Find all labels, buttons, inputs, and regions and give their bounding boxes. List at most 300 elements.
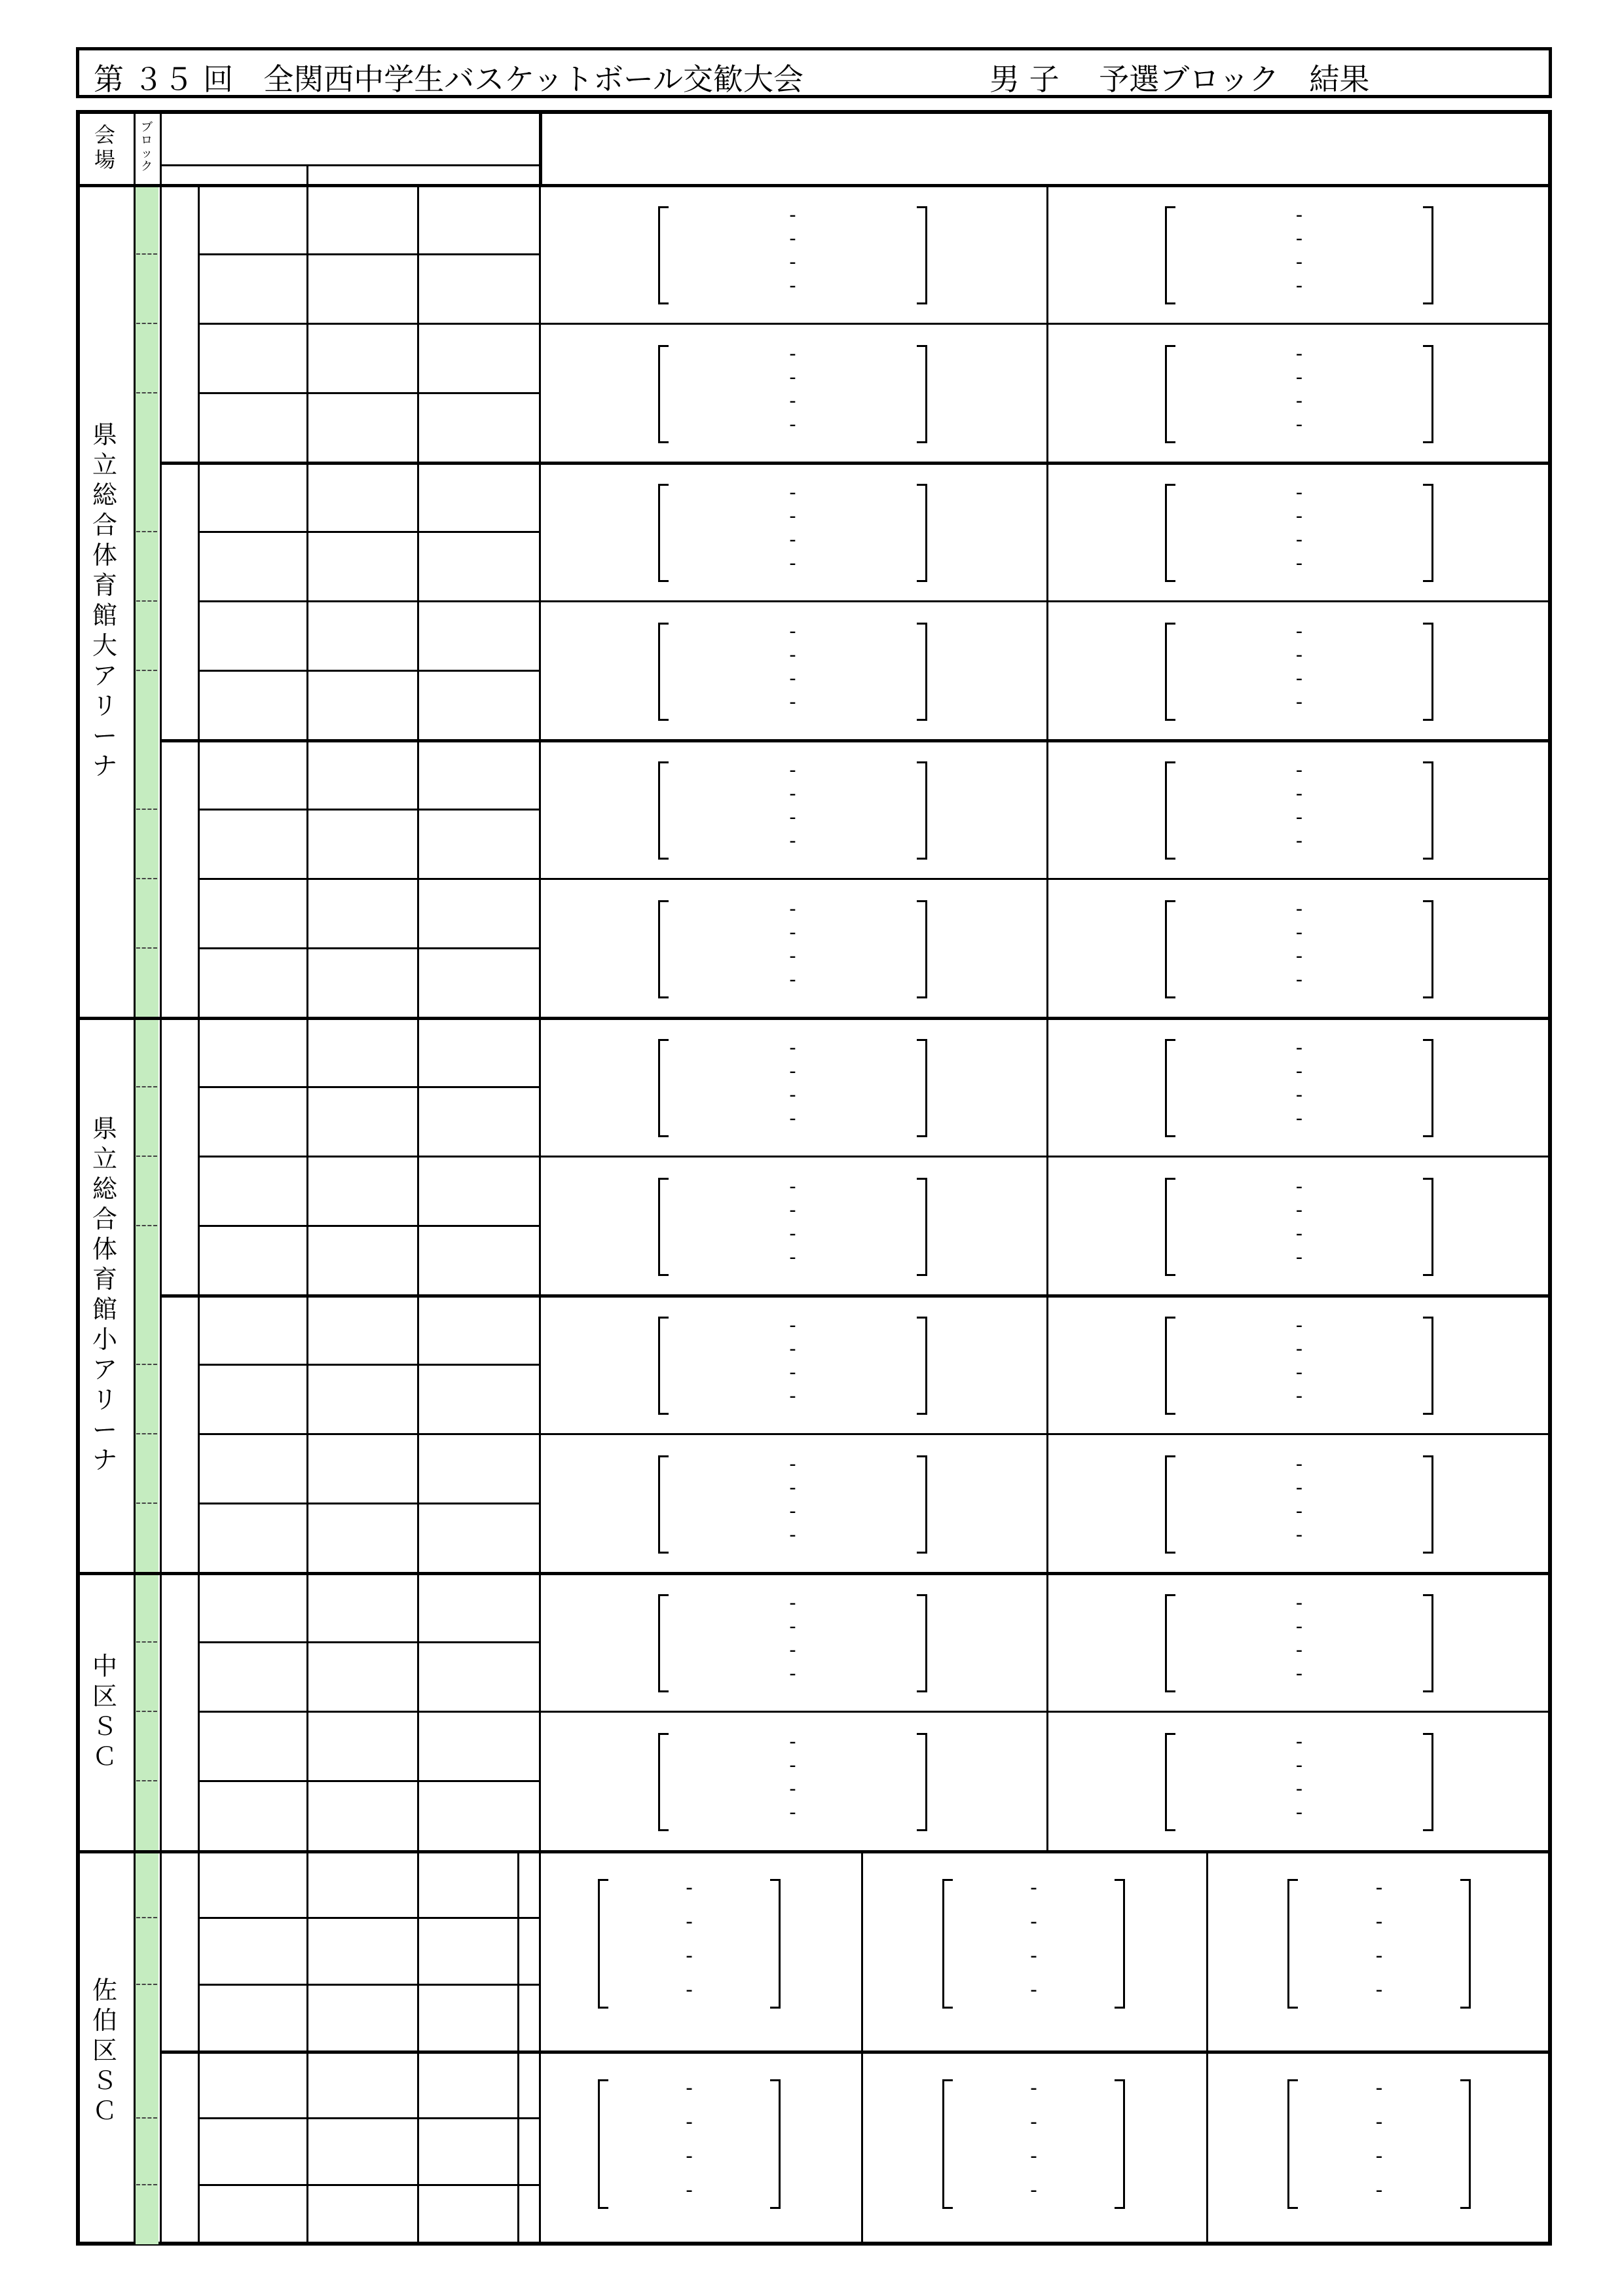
row-divider xyxy=(136,253,157,255)
team-rank xyxy=(430,184,483,253)
quarter-dash: - xyxy=(1295,1754,1303,1776)
block-header: ブ ロ ッ ク xyxy=(141,120,153,173)
quarter-dash: - xyxy=(1295,1592,1303,1614)
bracket-left xyxy=(1165,484,1175,582)
bracket-right xyxy=(770,1879,781,2009)
quarter-dash: - xyxy=(1295,667,1303,689)
quarter-dash: - xyxy=(1030,1910,1037,1933)
grid-line xyxy=(517,1850,519,2246)
row-divider xyxy=(136,392,157,393)
block-letter xyxy=(134,1850,160,2050)
quarter-dash: - xyxy=(789,691,796,713)
team-school xyxy=(198,1503,306,1572)
quarter-dash: - xyxy=(789,620,796,642)
team-rank-unit xyxy=(483,1294,532,1364)
quarter-dash: - xyxy=(789,1338,796,1360)
team-school xyxy=(198,1641,306,1711)
team-number xyxy=(160,1711,198,1780)
team-school xyxy=(198,1850,306,1917)
venue-name: 県 立 総 合 体 育 館 小 ア リ ー ナ xyxy=(92,1114,117,1474)
team-number xyxy=(160,670,198,739)
quarter-dash: - xyxy=(789,759,796,781)
row-divider xyxy=(136,809,157,810)
bracket-right xyxy=(1423,761,1433,860)
venue-name: 県 立 総 合 体 育 館 大 ア リ ー ナ xyxy=(92,420,117,780)
team-school xyxy=(198,2050,306,2117)
team-rank-unit xyxy=(483,531,532,600)
bracket-left xyxy=(1287,2079,1298,2209)
quarter-dash: - xyxy=(1295,274,1303,297)
bracket-right xyxy=(1423,484,1433,582)
quarter-dash: - xyxy=(1295,1175,1303,1197)
bracket-right xyxy=(1423,1455,1433,1554)
bracket-right xyxy=(1423,1039,1433,1137)
team-rank xyxy=(430,1294,483,1364)
quarter-dash: - xyxy=(1295,945,1303,967)
team-school xyxy=(198,1780,306,1850)
bracket-left xyxy=(658,206,669,304)
bracket-left xyxy=(1165,900,1175,998)
team-school xyxy=(198,1156,306,1225)
quarter-dash: - xyxy=(789,968,796,991)
grid-line xyxy=(539,1156,1552,1157)
quarter-dash: - xyxy=(789,1777,796,1800)
team-number xyxy=(160,323,198,392)
team-rank xyxy=(430,1780,483,1850)
team-rank xyxy=(430,670,483,739)
quarter-dash: - xyxy=(1295,366,1303,388)
result-title: 男 子 予選ブロック 結果 xyxy=(989,62,1370,97)
team-rank xyxy=(430,1156,483,1225)
team-number xyxy=(160,2050,198,2117)
team-rank-unit xyxy=(483,1017,532,1086)
quarter-dash: - xyxy=(789,528,796,551)
bracket-right xyxy=(917,1733,927,1831)
quarter-dash: - xyxy=(1295,1453,1303,1475)
team-rank-unit xyxy=(483,2184,532,2251)
team-rank xyxy=(430,739,483,809)
quarter-dash: - xyxy=(1295,342,1303,365)
team-pref xyxy=(306,1917,417,1984)
quarter-dash: - xyxy=(1295,644,1303,666)
team-rank xyxy=(430,947,483,1017)
row-divider xyxy=(136,1225,157,1226)
quarter-dash: - xyxy=(1030,2179,1037,2202)
results-header-char xyxy=(650,113,742,181)
quarter-dash: - xyxy=(789,806,796,828)
bracket-right xyxy=(917,761,927,860)
team-pref xyxy=(306,1364,417,1433)
quarter-dash: - xyxy=(1375,2077,1383,2100)
venue-name: 中 区 Ｓ Ｃ xyxy=(92,1651,117,1771)
bracket-left xyxy=(658,484,669,582)
quarter-dash: - xyxy=(1295,528,1303,551)
bracket-right xyxy=(1423,900,1433,998)
team-number xyxy=(160,1086,198,1156)
results-header-char xyxy=(913,113,1005,181)
bracket-left xyxy=(1287,1879,1298,2009)
team-school xyxy=(198,392,306,462)
team-school xyxy=(198,1917,306,1984)
team-school xyxy=(198,1364,306,1433)
team-school xyxy=(198,1433,306,1503)
team-rank-unit xyxy=(483,600,532,670)
quarter-dash: - xyxy=(789,921,796,943)
team-rank-unit xyxy=(483,392,532,462)
quarter-dash: - xyxy=(789,1453,796,1475)
quarter-dash: - xyxy=(1295,759,1303,781)
team-pref xyxy=(306,1225,417,1294)
team-pref xyxy=(306,2117,417,2184)
results-header-char xyxy=(1177,113,1269,181)
quarter-dash: - xyxy=(1295,1222,1303,1245)
grid-line xyxy=(861,1850,863,2246)
quarter-dash: - xyxy=(1295,1777,1303,1800)
team-pref xyxy=(306,670,417,739)
team-number xyxy=(160,1225,198,1294)
team-school xyxy=(198,600,306,670)
team-school xyxy=(198,531,306,600)
row-divider xyxy=(136,1641,157,1643)
bracket-right xyxy=(917,1039,927,1137)
team-rank xyxy=(430,1503,483,1572)
row-divider xyxy=(136,1086,157,1087)
bracket-right xyxy=(770,2079,781,2209)
quarter-dash: - xyxy=(686,2145,693,2168)
bracket-left xyxy=(658,900,669,998)
team-number xyxy=(160,392,198,462)
grid-line xyxy=(539,1711,1552,1713)
quarter-dash: - xyxy=(789,1036,796,1059)
team-pref xyxy=(306,2184,417,2251)
grid-line xyxy=(1046,184,1048,1850)
quarter-dash: - xyxy=(789,1476,796,1499)
quarter-dash: - xyxy=(1375,2111,1383,2134)
team-number xyxy=(160,1364,198,1433)
team-number xyxy=(160,1294,198,1364)
results-header-char xyxy=(1441,113,1532,181)
team-rank-unit xyxy=(483,2050,532,2117)
row-divider xyxy=(136,1780,157,1781)
quarter-dash: - xyxy=(789,1801,796,1823)
team-number xyxy=(160,878,198,947)
team-school xyxy=(198,184,306,253)
bracket-left xyxy=(1165,206,1175,304)
bracket-left xyxy=(658,1039,669,1137)
team-pref xyxy=(306,1503,417,1572)
quarter-dash: - xyxy=(1295,1801,1303,1823)
quarter-dash: - xyxy=(1295,204,1303,226)
quarter-dash: - xyxy=(1375,1978,1383,2001)
team-rank xyxy=(430,323,483,392)
team-pref xyxy=(306,2050,417,2117)
team-rank-unit xyxy=(483,809,532,878)
team-number xyxy=(160,253,198,323)
row-divider xyxy=(136,531,157,532)
block-letter xyxy=(134,2050,160,2251)
team-rank xyxy=(430,1641,483,1711)
quarter-dash: - xyxy=(789,1615,796,1637)
team-number xyxy=(160,1780,198,1850)
quarter-dash: - xyxy=(1295,1385,1303,1407)
quarter-dash: - xyxy=(789,1500,796,1522)
grid-line xyxy=(539,323,1552,325)
school-header xyxy=(160,164,417,184)
quarter-dash: - xyxy=(686,1876,693,1899)
team-rank-unit xyxy=(483,1503,532,1572)
team-number xyxy=(160,739,198,809)
quarter-dash: - xyxy=(1375,2179,1383,2202)
quarter-dash: - xyxy=(1295,1639,1303,1661)
team-rank-unit xyxy=(483,739,532,809)
quarter-dash: - xyxy=(789,1592,796,1614)
team-school xyxy=(198,323,306,392)
grid-line xyxy=(539,164,541,2246)
team-pref xyxy=(306,1780,417,1850)
quarter-dash: - xyxy=(789,505,796,527)
grid-line xyxy=(539,1433,1552,1435)
team-rank-unit xyxy=(483,253,532,323)
team-pref xyxy=(306,1433,417,1503)
bracket-left xyxy=(942,1879,953,2009)
row-divider xyxy=(136,600,157,602)
bracket-right xyxy=(1423,623,1433,721)
quarter-dash: - xyxy=(686,2179,693,2202)
team-school xyxy=(198,947,306,1017)
row-divider xyxy=(136,1984,157,1985)
quarter-dash: - xyxy=(1295,1199,1303,1221)
quarter-dash: - xyxy=(789,1060,796,1082)
team-number xyxy=(160,1433,198,1503)
quarter-dash: - xyxy=(1295,251,1303,273)
bracket-left xyxy=(658,761,669,860)
quarter-dash: - xyxy=(1030,1978,1037,2001)
team-pref xyxy=(306,878,417,947)
team-pref xyxy=(306,739,417,809)
grid-line xyxy=(1206,1850,1208,2246)
row-divider xyxy=(136,1156,157,1157)
quarter-dash: - xyxy=(789,1523,796,1546)
team-rank-unit xyxy=(483,670,532,739)
bracket-left xyxy=(598,2079,608,2209)
team-rank xyxy=(430,878,483,947)
quarter-dash: - xyxy=(1030,2145,1037,2168)
team-rank xyxy=(430,1225,483,1294)
team-rank-unit xyxy=(483,947,532,1017)
team-rank xyxy=(430,531,483,600)
bracket-left xyxy=(658,623,669,721)
quarter-dash: - xyxy=(1295,227,1303,249)
quarter-dash: - xyxy=(1030,1876,1037,1899)
quarter-dash: - xyxy=(789,782,796,805)
team-school xyxy=(198,1711,306,1780)
team-pref xyxy=(306,1850,417,1917)
team-rank xyxy=(430,1984,483,2050)
team-pref xyxy=(306,600,417,670)
team-number xyxy=(160,462,198,531)
venue-header: 会 場 xyxy=(94,122,115,172)
bracket-right xyxy=(1460,1879,1471,2009)
team-number xyxy=(160,600,198,670)
standing-header xyxy=(160,113,539,164)
row-divider xyxy=(136,2184,157,2185)
quarter-dash: - xyxy=(1295,1662,1303,1685)
quarter-dash: - xyxy=(789,644,796,666)
quarter-dash: - xyxy=(1295,921,1303,943)
grid-line xyxy=(539,878,1552,880)
bracket-left xyxy=(1165,1594,1175,1692)
tournament-title: 第 ３５ 回 全関西中学生バスケットボール交歓大会 xyxy=(94,62,804,97)
quarter-dash: - xyxy=(789,1175,796,1197)
team-pref xyxy=(306,1294,417,1364)
row-divider xyxy=(136,323,157,324)
team-number xyxy=(160,531,198,600)
team-pref xyxy=(306,947,417,1017)
quarter-dash: - xyxy=(686,2077,693,2100)
quarter-dash: - xyxy=(789,945,796,967)
team-school xyxy=(198,253,306,323)
title-bar xyxy=(76,47,1552,98)
team-pref xyxy=(306,1086,417,1156)
quarter-dash: - xyxy=(1295,1476,1303,1499)
team-number xyxy=(160,1850,198,1917)
team-rank-unit xyxy=(483,1850,532,1917)
bracket-left xyxy=(942,2079,953,2209)
quarter-dash: - xyxy=(1295,1615,1303,1637)
bracket-right xyxy=(1423,345,1433,443)
quarter-dash: - xyxy=(789,227,796,249)
bracket-left xyxy=(658,345,669,443)
quarter-dash: - xyxy=(789,1314,796,1336)
quarter-dash: - xyxy=(686,1978,693,2001)
team-rank xyxy=(430,1017,483,1086)
quarter-dash: - xyxy=(1295,1361,1303,1383)
team-rank-unit xyxy=(483,1780,532,1850)
team-school xyxy=(198,739,306,809)
team-pref xyxy=(306,323,417,392)
bracket-right xyxy=(917,484,927,582)
quarter-dash: - xyxy=(1295,1036,1303,1059)
team-pref xyxy=(306,392,417,462)
quarter-dash: - xyxy=(789,552,796,574)
bracket-right xyxy=(917,1455,927,1554)
bracket-right xyxy=(1115,2079,1125,2209)
quarter-dash: - xyxy=(686,1910,693,1933)
bracket-left xyxy=(1165,761,1175,860)
quarter-dash: - xyxy=(1295,1107,1303,1129)
bracket-right xyxy=(1460,2079,1471,2209)
quarter-dash: - xyxy=(1295,829,1303,852)
team-rank xyxy=(430,1711,483,1780)
bracket-right xyxy=(1423,1733,1433,1831)
team-rank-unit xyxy=(483,1572,532,1641)
quarter-dash: - xyxy=(686,2111,693,2134)
team-number xyxy=(160,1017,198,1086)
bracket-left xyxy=(1165,1178,1175,1276)
row-divider xyxy=(136,1917,157,1918)
quarter-dash: - xyxy=(1295,1246,1303,1268)
team-number xyxy=(160,809,198,878)
quarter-dash: - xyxy=(1295,390,1303,412)
bracket-left xyxy=(598,1879,608,2009)
bracket-left xyxy=(1165,1317,1175,1415)
bracket-left xyxy=(658,1733,669,1831)
team-number xyxy=(160,1156,198,1225)
team-pref xyxy=(306,462,417,531)
team-school xyxy=(198,462,306,531)
bracket-right xyxy=(917,1317,927,1415)
row-divider xyxy=(136,1364,157,1365)
quarter-dash: - xyxy=(789,1107,796,1129)
quarter-dash: - xyxy=(789,274,796,297)
quarter-dash: - xyxy=(789,413,796,435)
quarter-dash: - xyxy=(1295,552,1303,574)
quarter-dash: - xyxy=(1295,691,1303,713)
team-school xyxy=(198,1086,306,1156)
team-pref xyxy=(306,1572,417,1641)
bracket-right xyxy=(1423,1317,1433,1415)
quarter-dash: - xyxy=(789,1730,796,1753)
row-divider xyxy=(136,2117,157,2119)
row-divider xyxy=(136,1711,157,1712)
team-school xyxy=(198,2117,306,2184)
bracket-left xyxy=(1165,623,1175,721)
bracket-left xyxy=(658,1594,669,1692)
quarter-dash: - xyxy=(789,251,796,273)
bracket-left xyxy=(1165,1039,1175,1137)
bracket-left xyxy=(1165,1733,1175,1831)
team-school xyxy=(198,878,306,947)
team-rank-unit xyxy=(483,1641,532,1711)
team-number xyxy=(160,184,198,253)
quarter-dash: - xyxy=(1295,782,1303,805)
team-rank-unit xyxy=(483,1433,532,1503)
team-rank xyxy=(430,2184,483,2251)
team-school xyxy=(198,1294,306,1364)
team-pref xyxy=(306,809,417,878)
team-rank xyxy=(430,1850,483,1917)
quarter-dash: - xyxy=(1375,1910,1383,1933)
quarter-dash: - xyxy=(1295,620,1303,642)
quarter-dash: - xyxy=(1295,1084,1303,1106)
team-number xyxy=(160,1917,198,1984)
bracket-left xyxy=(658,1317,669,1415)
bracket-left xyxy=(1165,1455,1175,1554)
team-number xyxy=(160,947,198,1017)
quarter-dash: - xyxy=(1295,413,1303,435)
bracket-right xyxy=(1115,1879,1125,2009)
team-rank xyxy=(430,253,483,323)
quarter-dash: - xyxy=(789,366,796,388)
quarter-dash: - xyxy=(1375,1944,1383,1967)
quarter-dash: - xyxy=(789,481,796,503)
team-number xyxy=(160,1572,198,1641)
quarter-dash: - xyxy=(1295,806,1303,828)
quarter-dash: - xyxy=(1295,1523,1303,1546)
team-rank-unit xyxy=(483,462,532,531)
bracket-left xyxy=(1165,345,1175,443)
team-pref xyxy=(306,184,417,253)
team-school xyxy=(198,1572,306,1641)
team-rank xyxy=(430,392,483,462)
team-rank xyxy=(430,462,483,531)
team-school xyxy=(198,1017,306,1086)
bracket-right xyxy=(917,1178,927,1276)
quarter-dash: - xyxy=(1375,1876,1383,1899)
quarter-dash: - xyxy=(1030,2077,1037,2100)
quarter-dash: - xyxy=(686,1944,693,1967)
quarter-dash: - xyxy=(789,342,796,365)
